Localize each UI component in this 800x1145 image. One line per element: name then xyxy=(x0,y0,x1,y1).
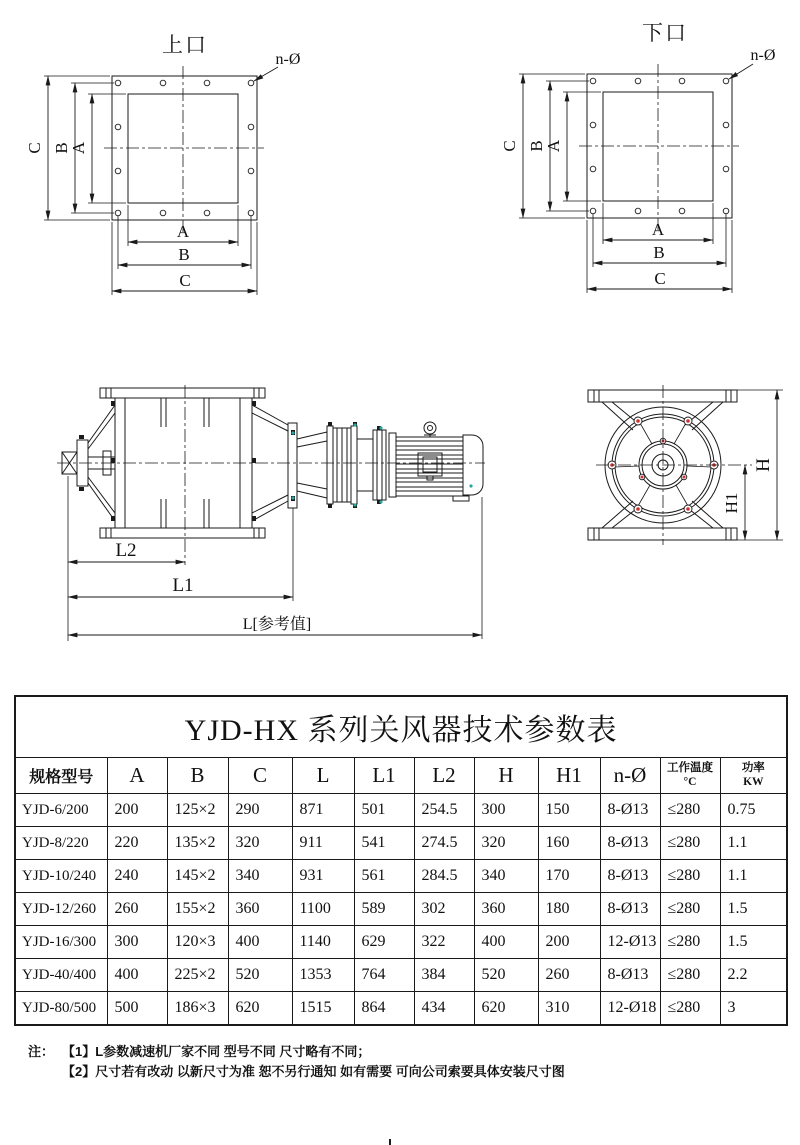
dim-label-b-left: B xyxy=(527,140,546,152)
spec-row: YJD-12/260 260 155×2 360 1100 589 302 360 180 8-Ø13 ≤280 1.5 xyxy=(15,893,787,926)
model-cell: YJD-10/240 xyxy=(15,860,107,893)
col-header-c: C xyxy=(228,758,292,794)
bottom-port-flange-drawing xyxy=(500,12,785,297)
note-line: 【1】L参数减速机厂家不同 型号不同 尺寸略有不同； xyxy=(62,1044,371,1059)
col-header-l2: L2 xyxy=(414,758,474,794)
spec-row: YJD-8/220 220 135×2 320 911 541 274.5 320 160 8-Ø13 ≤280 1.1 xyxy=(15,827,787,860)
dim-label-a-left: A xyxy=(544,139,563,153)
dim-label-h1: H1 xyxy=(722,492,741,514)
table-title: YJD-HX 系列关风器技术参数表 xyxy=(15,696,787,758)
dim-label-c-bottom: C xyxy=(179,271,191,290)
body-bolts xyxy=(111,401,256,521)
col-header-model: 规格型号 xyxy=(15,758,107,794)
spec-row: YJD-6/200 200 125×2 290 871 501 254.5 300 150 8-Ø13 ≤280 0.75 xyxy=(15,794,787,827)
dimension-lines xyxy=(68,476,482,641)
col-header-a: A xyxy=(107,758,167,794)
dim-label-a-bottom: A xyxy=(651,220,665,239)
dim-label-c-left: C xyxy=(500,140,519,152)
col-header-temperature xyxy=(660,758,720,794)
spec-table xyxy=(14,695,788,1026)
notes-body xyxy=(62,1042,565,1082)
power-label: 功率 xyxy=(741,762,765,775)
footnotes xyxy=(28,1042,565,1082)
top-port-hole-callout: n-Ø xyxy=(275,51,301,68)
model-cell: YJD-40/400 xyxy=(15,959,107,992)
dim-label-a-left: A xyxy=(69,141,88,155)
model-cell: YJD-12/260 xyxy=(15,893,107,926)
dim-label-c-left: C xyxy=(25,142,44,154)
centerlines xyxy=(596,385,752,545)
temperature-unit: °C xyxy=(683,775,697,788)
col-header-l1: L1 xyxy=(354,758,414,794)
hole-leader-line xyxy=(254,67,278,81)
spec-row: YJD-80/500 500 186×3 620 1515 864 434 620 310 12-Ø18 ≤280 3 xyxy=(15,992,787,1026)
notes-prefix: 注： xyxy=(28,1044,55,1059)
dim-label-a-bottom: A xyxy=(176,222,190,241)
dimension-lines xyxy=(25,76,257,295)
dim-label-l-reference: L[参考值] xyxy=(242,616,312,633)
col-header-holes: n-Ø xyxy=(600,758,660,794)
bottom-port-title: 下口 xyxy=(642,21,688,45)
reducer-bolts xyxy=(291,422,381,508)
col-header-h: H xyxy=(474,758,538,794)
model-cell: YJD-80/500 xyxy=(15,992,107,1026)
dim-label-h: H xyxy=(753,458,774,472)
power-unit: KW xyxy=(743,775,764,788)
dim-label-l2: L2 xyxy=(115,540,137,561)
col-header-h1: H1 xyxy=(538,758,600,794)
scan-artifact-tick xyxy=(389,1139,391,1145)
motor xyxy=(389,422,483,501)
table-header-row xyxy=(15,758,787,794)
temperature-label: 工作温度 xyxy=(667,762,713,775)
spec-row: YJD-40/400 400 225×2 520 1353 764 384 520 260 8-Ø13 ≤280 2.2 xyxy=(15,959,787,992)
col-header-power xyxy=(720,758,787,794)
spec-row: YJD-10/240 240 145×2 340 931 561 284.5 340 170 8-Ø13 ≤280 1.1 xyxy=(15,860,787,893)
table-title-row xyxy=(15,696,787,758)
hole-leader-line xyxy=(729,64,753,79)
bottom-port-hole-callout: n-Ø xyxy=(750,47,776,64)
col-header-l: L xyxy=(292,758,354,794)
dim-label-b-left: B xyxy=(52,142,71,154)
dim-label-c-bottom: C xyxy=(654,269,666,288)
spec-row: YJD-16/300 300 120×3 400 1140 629 322 400 200 12-Ø13 ≤280 1.5 xyxy=(15,926,787,959)
top-port-flange-drawing xyxy=(25,20,310,305)
valve-side-view-drawing xyxy=(55,383,495,645)
col-header-b: B xyxy=(167,758,228,794)
gear-reducer xyxy=(327,426,386,504)
model-cell: YJD-8/220 xyxy=(15,827,107,860)
dimension-lines xyxy=(500,74,732,293)
top-port-title: 上口 xyxy=(162,33,208,57)
dim-label-l1: L1 xyxy=(172,575,194,596)
dim-label-b-bottom: B xyxy=(653,243,665,262)
valve-end-view-drawing xyxy=(580,383,790,548)
note-line: 【2】尺寸若有改动 以新尺寸为准 恕不另行通知 如有需要 可向公司索要具体安装尺寸图 xyxy=(62,1064,565,1079)
dim-label-b-bottom: B xyxy=(178,245,190,264)
model-cell: YJD-6/200 xyxy=(15,794,107,827)
model-cell: YJD-16/300 xyxy=(15,926,107,959)
